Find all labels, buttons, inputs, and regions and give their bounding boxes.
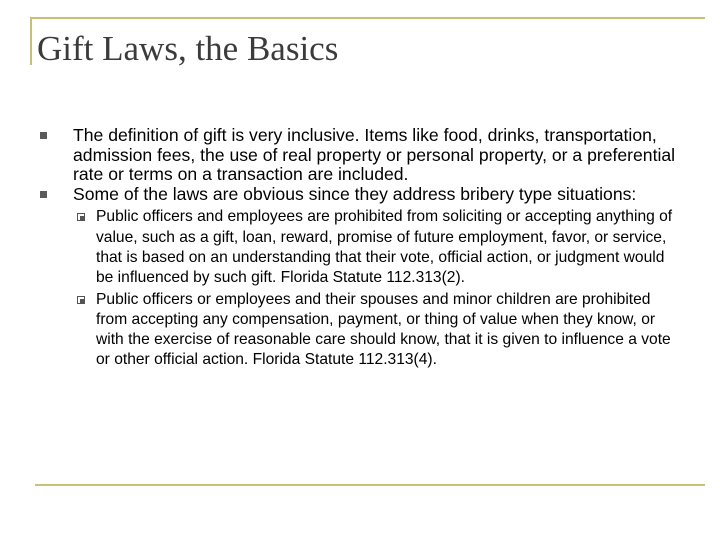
square-bullet-icon xyxy=(40,191,47,198)
bullet-text: The definition of gift is very inclusive. Items like food, drinks, transportation, admission fees, the use of real property or personal property, or a preferential rate or terms on a transaction are included. xyxy=(73,125,676,185)
hollow-square-bullet-icon xyxy=(77,213,85,221)
bullet-item-definition xyxy=(0,126,685,185)
left-border-rule xyxy=(30,17,32,65)
subbullet-text: Public officers or employees and their spouses and minor children are prohibited from accepting any compensation, payment, or thing of value when they know, or with the exercise of reasonable care should know, that it is given to influence a vote or other official action. Florida Statute 112.313(4). xyxy=(96,290,671,369)
bullet-text: Some of the laws are obvious since they address bribery type situations: xyxy=(73,183,637,204)
square-bullet-icon xyxy=(40,132,47,139)
slide-body xyxy=(0,126,720,371)
slide-title: Gift Laws, the Basics xyxy=(37,29,339,68)
bottom-border-rule xyxy=(35,484,705,486)
hollow-square-bullet-icon xyxy=(77,296,85,304)
top-border-rule xyxy=(30,17,705,19)
subbullet-item-soliciting xyxy=(0,207,676,288)
subbullet-text: Public officers and employees are prohibited from soliciting or accepting anything of value, such as a gift, loan, reward, promise of future employment, favor, or service, that is based on an understanding that their vote, official action, or judgment would be influenced by such gift. Florida Statute 112.313(2). xyxy=(96,208,673,287)
subbullet-item-compensation xyxy=(0,290,676,371)
bullet-item-bribery xyxy=(0,185,685,205)
